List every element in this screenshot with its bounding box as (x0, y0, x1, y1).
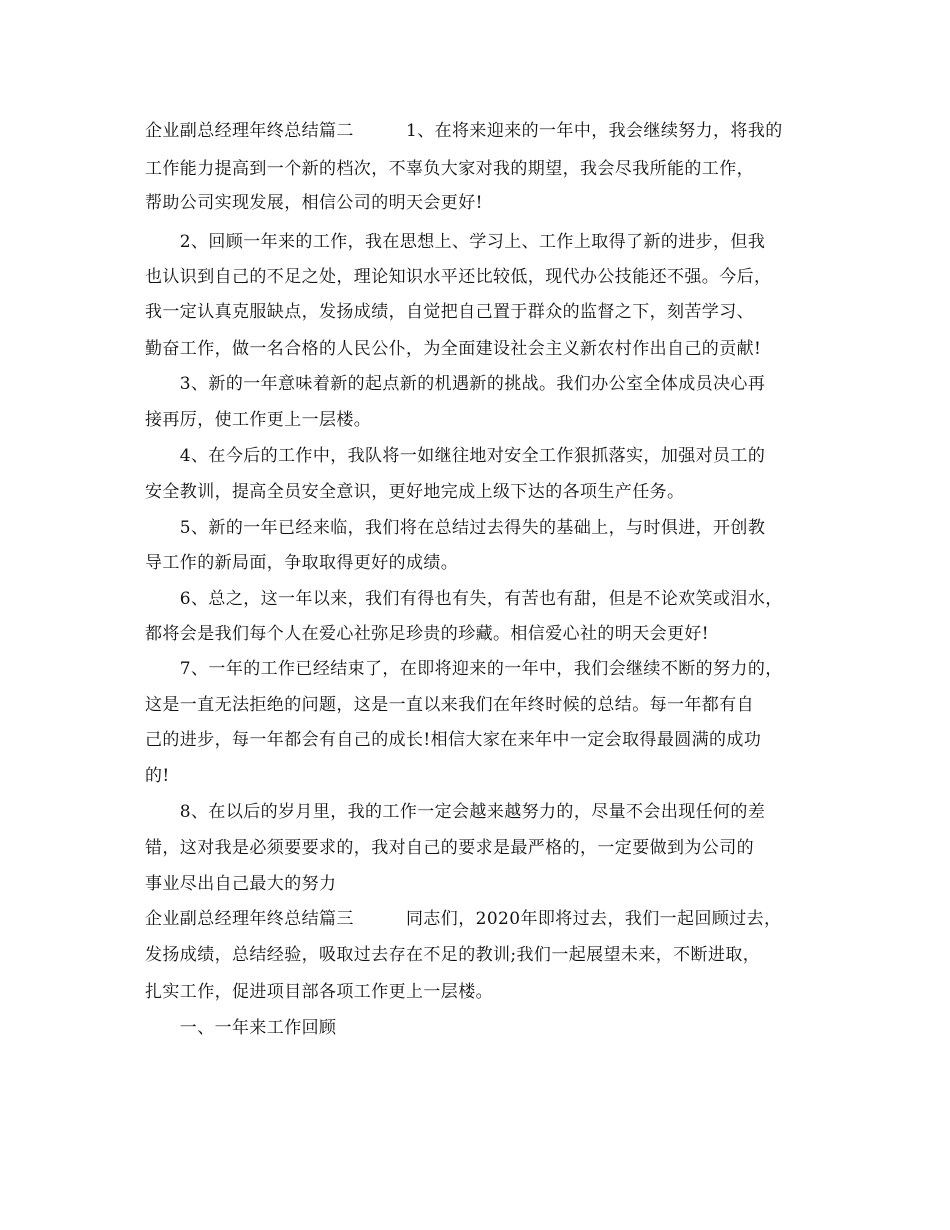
text-line: 也认识到自己的不足之处，理论知识水平还比较低，现代办公技能还不强。今后， (145, 267, 772, 287)
text-line: 的! (145, 766, 170, 786)
text-line: 都将会是我们每个人在爱心社弥足珍贵的珍藏。相信爱心社的明天会更好! (145, 624, 710, 644)
text-line: 7、一年的工作已经结束了，在即将迎来的一年中，我们会继续不断的努力的， (145, 659, 783, 679)
text-line: 我一定认真克服缺点，发扬成绩，自觉把自己置于群众的监督之下，刻苦学习、 (145, 302, 754, 322)
text-line: 这是一直无法拒绝的问题，这是一直以来我们在年终时候的总结。每一年都有自 (145, 695, 754, 715)
text-line: 扎实工作，促进项目部各项工作更上一层楼。 (145, 982, 493, 1002)
text-line: 发扬成绩，总结经验，吸取过去存在不足的教训;我们一起展望未来，不断进取， (145, 945, 761, 965)
text-line: 2、回顾一年来的工作，我在思想上、学习上、工作上取得了新的进步，但我 (145, 232, 766, 252)
text-line: 接再厉，使工作更上一层楼。 (145, 410, 372, 430)
text-line: 己的进步，每一年都会有自己的成长!相信大家在来年中一定会取得最圆满的成功 (145, 730, 762, 750)
section-heading: 一、一年来工作回顾 (145, 1018, 337, 1038)
text-line: 企业副总经理年终总结篇二 1、在将来迎来的一年中，我会继续努力，将我的 (145, 121, 783, 141)
text-line: 安全教训，提高全员安全意识，更好地完成上级下达的各项生产任务。 (145, 482, 685, 502)
text-line: 勤奋工作，做一名合格的人民公仆，为全面建设社会主义新农村作出自己的贡献! (145, 339, 762, 359)
text-line: 帮助公司实现发展，相信公司的明天会更好! (145, 193, 483, 213)
text-line: 6、总之，这一年以来，我们有得也有失，有苦也有甜，但是不论欢笑或泪水， (145, 589, 783, 609)
text-line: 事业尽出自己最大的努力 (145, 874, 337, 894)
text-line: 4、在今后的工作中，我队将一如继往地对安全工作狠抓落实，加强对员工的 (145, 446, 766, 466)
text-line: 5、新的一年已经来临，我们将在总结过去得失的基础上，与时俱进，开创教 (145, 518, 766, 538)
text-line: 8、在以后的岁月里，我的工作一定会越来越努力的，尽量不会出现任何的差 (145, 802, 766, 822)
text-line: 导工作的新局面，争取取得更好的成绩。 (145, 553, 459, 573)
text-line: 3、新的一年意味着新的起点新的机遇新的挑战。我们办公室全体成员决心再 (145, 374, 766, 394)
text-line: 企业副总经理年终总结篇三 同志们，2020年即将过去，我们一起回顾过去， (145, 909, 782, 929)
text-line: 错，这对我是必须要要求的，我对自己的要求是最严格的，一定要做到为公司的 (145, 838, 754, 858)
text-line: 工作能力提高到一个新的档次，不辜负大家对我的期望，我会尽我所能的工作， (145, 159, 754, 179)
